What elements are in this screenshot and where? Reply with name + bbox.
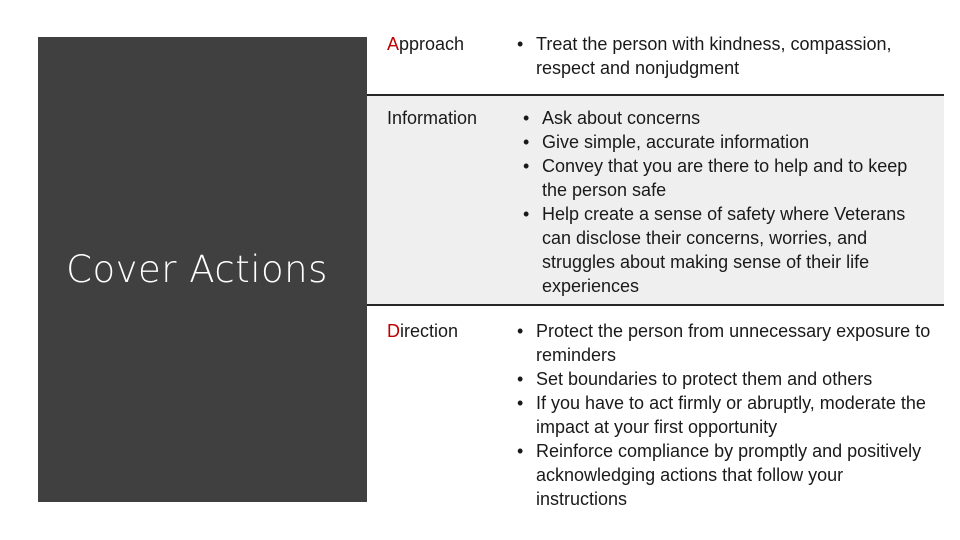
bullet-list-information — [520, 106, 930, 298]
row-label-direction — [387, 319, 497, 343]
list-item: • Treat the person with kindness, compassion, respect and nonjudgment — [514, 32, 914, 80]
table-row-direction — [367, 304, 944, 512]
list-item: • Protect the person from unnecessary exposure to reminders — [514, 319, 934, 367]
row-label-approach — [387, 32, 497, 56]
list-item: • Reinforce compliance by promptly and positively acknowledging actions that follow your instructions — [514, 439, 934, 511]
row-label-rest: irection — [400, 321, 459, 341]
row-label-information — [387, 106, 497, 130]
row-label-initial: D — [387, 321, 400, 341]
row-label-initial: A — [387, 34, 400, 54]
list-item: • If you have to act firmly or abruptly, moderate the impact at your first opportunity — [514, 391, 934, 439]
bullet-list-direction — [514, 319, 934, 511]
list-item: • Help create a sense of safety where Veterans can disclose their concerns, worries, and struggles about making sense of their life experiences — [520, 202, 930, 298]
table-row-approach — [367, 30, 944, 94]
list-item: • Set boundaries to protect them and others — [514, 367, 934, 391]
slide-title-text: Cover Actions — [66, 248, 328, 291]
list-item: • Convey that you are there to help and to keep the person safe — [520, 154, 930, 202]
row-label-rest: Information — [387, 108, 478, 128]
table-row-information — [367, 94, 944, 306]
row-label-rest: pproach — [399, 34, 465, 54]
list-item: • Give simple, accurate information — [520, 130, 930, 154]
list-item: • Ask about concerns — [520, 106, 930, 130]
slide-title — [38, 37, 356, 502]
bullet-list-approach — [514, 32, 914, 80]
